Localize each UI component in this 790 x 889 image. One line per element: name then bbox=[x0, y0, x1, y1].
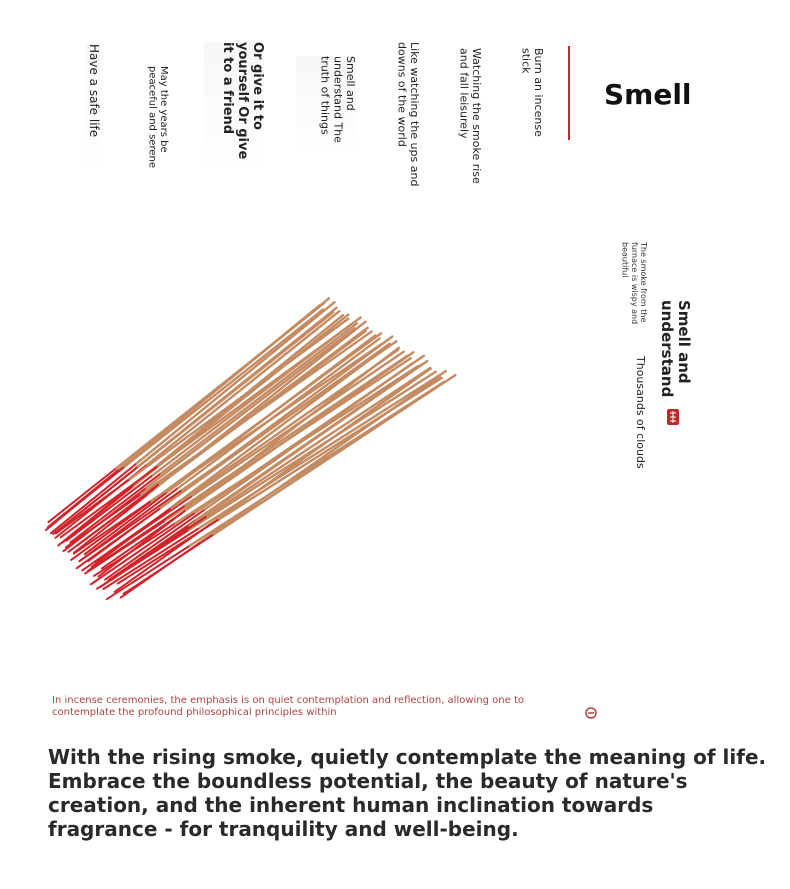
poem-line-burn: Burn an incense stick bbox=[519, 48, 545, 137]
incense-sticks-image bbox=[40, 296, 460, 616]
poem-line-watching-smoke: Watching the smoke rise and fall leisurely bbox=[457, 48, 483, 184]
side-thousands-line: Thousands of clouds bbox=[634, 356, 647, 469]
page-title: Smell bbox=[604, 78, 692, 111]
red-divider bbox=[568, 46, 570, 140]
poem-line-truth: Smell and understand The truth of things bbox=[296, 56, 356, 156]
incense-stick-handle bbox=[52, 468, 123, 525]
poem-line-years: May the years be peaceful and serene bbox=[146, 66, 169, 168]
side-heading: Smell and understand bbox=[657, 300, 693, 398]
side-smoke-line: The smoke from the furnace is wispy and beautiful bbox=[620, 242, 648, 325]
poem-line-safe-life: Have a safe life bbox=[86, 44, 100, 174]
seal-stamp-icon bbox=[666, 408, 680, 426]
poem-line-ups-downs: Like watching the ups and downs of the world bbox=[395, 42, 421, 187]
poem-line-give: Or give it to yourself Or give it to a friend bbox=[204, 42, 264, 172]
main-description: With the rising smoke, quietly contemplate the meaning of life. Embrace the boundless potential, the beauty of nature's creation, and the inherent human inclination towards fragrance - for tranquility and well-being. bbox=[48, 745, 767, 841]
small-seal-icon bbox=[584, 706, 598, 720]
ceremony-caption: In incense ceremonies, the emphasis is on quiet contemplation and reflection, allowing one to contemplate the profound philosophical principles within bbox=[52, 695, 524, 718]
